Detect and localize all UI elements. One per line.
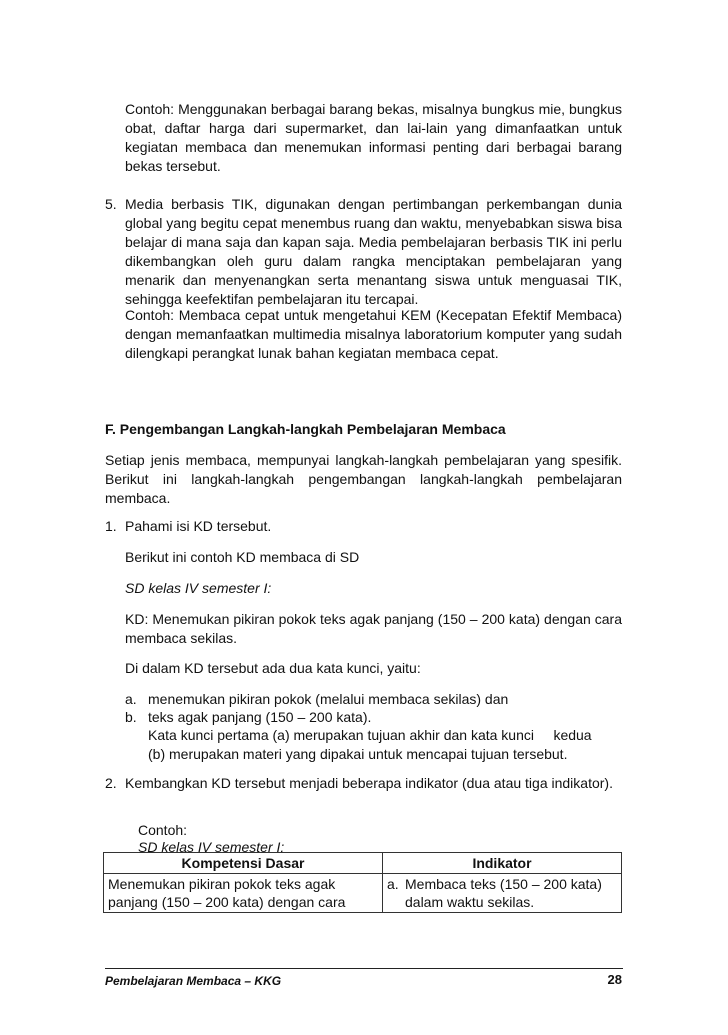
paragraph-contoh-barang-bekas: Contoh: Menggunakan berbagai barang bekas, misalnya bungkus mie, bungkus obat, daftar harga dari supermarket, dan lai-lain yang dimanfaatkan untuk kegiatan membaca dan menemukan informasi penting dari berbagai barang bekas tersebut. <box>125 101 622 174</box>
indikator-a-label: a. <box>387 876 399 892</box>
table-header-kd: Kompetensi Dasar <box>104 853 383 874</box>
table-cell-indikator <box>383 874 622 913</box>
section-heading-f: F. Pengembangan Langkah-langkah Pembelajaran Membaca <box>105 421 506 437</box>
keyword-a-text: menemukan pikiran pokok (melalui membaca sekilas) dan <box>148 691 509 707</box>
table-header-row <box>104 853 622 874</box>
list-number-5: 5. <box>105 196 117 212</box>
keyword-note-line-2: (b) merupakan materi yang dipakai untuk mencapai tujuan tersebut. <box>148 746 568 762</box>
footer-title: Pembelajaran Membaca – KKG <box>105 974 282 988</box>
indikator-a-text: Membaca teks (150 – 200 kata) dalam waktu sekilas. <box>405 876 602 910</box>
footer-rule <box>105 968 623 969</box>
step-1-keywords-intro: Di dalam KD tersebut ada dua kata kunci, yaitu: <box>125 660 421 676</box>
list-number-2: 2. <box>105 775 117 791</box>
list-number-1: 1. <box>105 518 117 534</box>
page-number: 28 <box>607 972 622 987</box>
keyword-b-text: teks agak panjang (150 – 200 kata). <box>148 709 372 725</box>
table-header-indikator: Indikator <box>383 853 622 874</box>
keyword-note-line-1: Kata kunci pertama (a) merupakan tujuan akhir dan kata kunci kedua <box>148 727 592 743</box>
step-1-example-intro: Berikut ini contoh KD membaca di SD <box>125 549 360 565</box>
table-row <box>104 874 622 913</box>
paragraph-contoh-kem: Contoh: Membaca cepat untuk mengetahui KEM (Kecepatan Efektif Membaca) dengan memanfaatkan multimedia misalnya laboratorium komputer yang sudah dilengkapi perangkat lunak bahan kegiatan membaca cepat. <box>125 307 622 361</box>
kd-indikator-table <box>103 852 622 913</box>
step-1-kd-statement: KD: Menemukan pikiran pokok teks agak panjang (150 – 200 kata) dengan cara membaca sekilas. <box>125 611 622 646</box>
list-item-5-media-tik: Media berbasis TIK, digunakan dengan pertimbangan perkembangan dunia global yang begitu cepat menembus ruang dan waktu, menyebabkan siswa bisa belajar di mana saja dan kapan saja. Media pembelajaran berbasis TIK ini perlu dikembangkan oleh guru dalam rangka menciptakan pembelajaran yang menarik dan menyenangkan serta menantang siswa untuk menguasai TIK, sehingga keefektifan pembelajaran itu tercapai. <box>125 196 622 307</box>
step-1-text: Pahami isi KD tersebut. <box>125 518 272 534</box>
step-1-class-label: SD kelas IV semester I: <box>125 580 272 596</box>
table-cell-kd: Menemukan pikiran pokok teks agak panjang (150 – 200 kata) dengan cara <box>104 874 383 913</box>
step-2-contoh-label: Contoh: <box>138 822 188 838</box>
section-intro-paragraph: Setiap jenis membaca, mempunyai langkah-langkah pembelajaran yang spesifik. Berikut ini langkah-langkah pengembangan langkah-langkah pembelajaran membaca. <box>105 452 622 506</box>
keyword-a-label: a. <box>125 691 137 707</box>
keyword-b-label: b. <box>125 709 137 725</box>
step-2-class-label: SD kelas IV semester I: <box>138 839 285 855</box>
step-2-text: Kembangkan KD tersebut menjadi beberapa indikator (dua atau tiga indikator). <box>125 775 613 791</box>
